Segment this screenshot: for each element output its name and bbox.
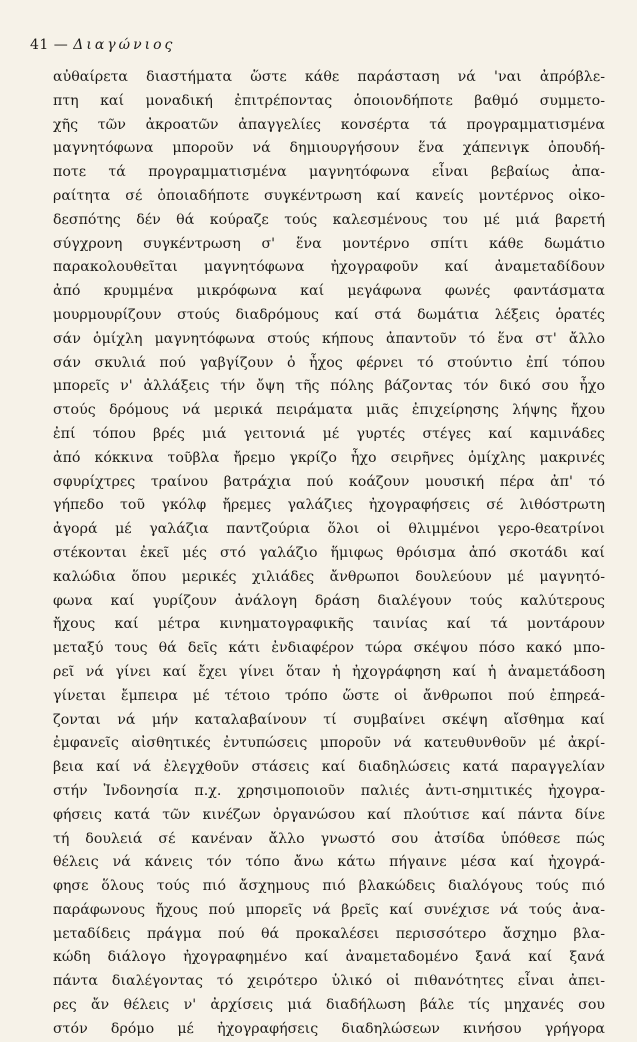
text-line: παρακολουθεῖται μαγνητόφωνα ἠχογραφοῦν καί ἀναμεταδίδουν <box>53 259 605 276</box>
text-line: θέλεις νά κάνεις τόν τόπο ἄνω κάτω πήγαινε μέσα καί ἠχογρά- <box>53 854 605 871</box>
header-separator: — <box>53 37 69 53</box>
text-line: ἤχους καί μέτρα κινηματογραφικῆς ταινίας καί τά μοντάρουν <box>53 616 605 633</box>
text-line: κώδη διάλογο ἠχογραφημένο καί ἀναμεταδομένο ξανά καί ξανά <box>53 949 605 966</box>
text-line: ρεῖ νά γίνει καί ἔχει γίνει ὅταν ἡ ἠχογράφηση καί ἡ ἀναμετάδοση <box>53 663 605 680</box>
text-line: πτη καί μοναδική ἐπιτρέποντας ὁποιονδήποτε βαθμό συμμετο- <box>53 92 605 109</box>
text-line: ἐπί τόπου βρές μιά γειτονιά μέ γυρτές στέγες καί καμινάδες <box>53 425 605 442</box>
text-line: σάν ὁμίχλη μαγνητόφωνα στούς κήπους ἀπαντοῦν τό ἕνα στ' ἄλλο <box>53 330 605 347</box>
text-line: ποτε τά προγραμματισμένα μαγνητόφωνα εἶναι βεβαίως ἀπα- <box>53 164 605 181</box>
text-line: ἐμφανεῖς αἰσθητικές ἐντυπώσεις μποροῦν νά κατευθυνθοῦν μέ ἀκρί- <box>53 735 605 752</box>
text-line: βεια καί νά ἐλεγχθοῦν στάσεις καί διαδηλώσεις κατά παραγγελίαν <box>53 759 605 776</box>
text-line: μουρμουρίζουν στούς διαδρόμους καί στά δωμάτια λέξεις ὁρατές <box>53 306 605 323</box>
text-line: φησε ὅλους τούς πιό ἄσχημους πιό βλακώδεις διαλόγους τούς πιό <box>53 878 605 895</box>
text-line: σύγχρονη συγκέντρωση σ' ἕνα μοντέρνο σπίτι κάθε δωμάτιο <box>53 235 605 252</box>
text-line: φωνα καί γυρίζουν ἀνάλογη δράση διαλέγουν τούς καλύτερους <box>53 592 605 609</box>
text-line: πάντα διαλέγοντας τό χειρότερο ὑλικό οἱ πιθανότητες εἶναι ἀπει- <box>53 973 605 990</box>
text-line: καλώδια ὅπου μερικές χιλιάδες ἄνθρωποι δουλεύουν μέ μαγνητό- <box>53 568 605 585</box>
text-line: δεσπότης δέν θά κούραζε τούς καλεσμένους του μέ μιά βαρετή <box>53 211 605 228</box>
text-line: στήν Ἰνδονησία π.χ. χρησιμοποιοῦν παλιές ἀντι-σημιτικές ἠχογρα- <box>53 782 605 799</box>
running-head <box>30 37 175 53</box>
text-line: στέκονται ἐκεῖ μές στό γαλάζιο ἥμιφως θρόισμα ἀπό σκοτάδι καί <box>53 544 605 561</box>
text-line: φήσεις κατά τῶν κινέζων ὀργανώσου καί πλούτισε καί πάντα δίνε <box>53 806 605 823</box>
text-line: στούς δρόμους νά μερικά πειράματα μιᾶς ἐπιχείρησης λήψης ἤχου <box>53 402 605 419</box>
body-text <box>53 66 605 1042</box>
text-line: ἀπό κρυμμένα μικρόφωνα καί μεγάφωνα φωνές φαντάσματα <box>53 283 605 300</box>
text-line: γήπεδο τοῦ γκόλφ ἤρεμες γαλάζιες ἠχογραφήσεις σέ λιθόστρωτη <box>53 497 605 514</box>
text-line: μπορεῖς ν' ἀλλάξεις τήν ὄψη τῆς πόλης βάζοντας τόν δικό σου ἦχο <box>53 378 605 395</box>
text-line: παράφωνους ἤχους πού μπορεῖς νά βρεῖς καί συνέχισε νά τούς ἀνα- <box>53 901 605 918</box>
text-line: ζονται νά μήν καταλαβαίνουν τί συμβαίνει σκέψη αἴσθημα καί <box>53 711 605 728</box>
text-line: μεταδίδεις πράγμα πού θά προκαλέσει περισσότερο ἄσχημο βλα- <box>53 925 605 942</box>
text-line: στόν δρόμο μέ ἠχογραφήσεις διαδηλώσεων κινήσου γρήγορα <box>53 1020 605 1037</box>
page-number: 41 <box>30 37 49 53</box>
text-line: αὐθαίρετα διαστήματα ὥστε κάθε παράσταση νά 'ναι ἀπρόβλε- <box>53 69 605 85</box>
text-line: σφυρίχτρες τραίνου βατράχια πού κοάζουν μουσική πέρα ἀπ' τό <box>53 473 605 490</box>
text-line: μαγνητόφωνα μποροῦν νά δημιουργήσουν ἕνα χάπενιγκ ὁπουδή- <box>53 140 605 157</box>
text-line: χῆς τῶν ἀκροατῶν ἀπαγγελίες κονσέρτα τά προγραμματισμένα <box>53 116 605 133</box>
text-line: τή δουλειά σέ κανέναν ἄλλο γνωστό σου ἀτσίδα ὑπόθεσε πώς <box>53 830 605 847</box>
text-line: σάν σκυλιά πού γαβγίζουν ὁ ἦχος φέρνει τό στούντιο ἐπί τόπου <box>53 354 605 371</box>
running-title: Διαγώνιος <box>73 37 176 53</box>
text-line: γίνεται ἔμπειρα μέ τέτοιο τρόπο ὥστε οἱ ἄνθρωποι πού ἐπηρεά- <box>53 687 605 704</box>
text-line: μεταξύ τους θά δεῖς κάτι ἐνδιαφέρον τώρα σκέψου πόσο κακό μπο- <box>53 640 605 657</box>
text-line: ἀγορά μέ γαλάζια παντζούρια ὅλοι οἱ θλιμμένοι γερο-θεατρίνοι <box>53 521 605 538</box>
text-line: ἀπό κόκκινα τοῦβλα ἤρεμο γκρίζο ἦχο σειρῆνες ὁμίχλης μακρινές <box>53 449 605 466</box>
text-line: ραίτητα σέ ὁποιαδήποτε συγκέντρωση καί κανείς μοντέρνος οἰκο- <box>53 187 605 204</box>
text-line: ρες ἄν θέλεις ν' ἀρχίσεις μιά διαδήλωση βάλε τίς μηχανές σου <box>53 997 605 1014</box>
